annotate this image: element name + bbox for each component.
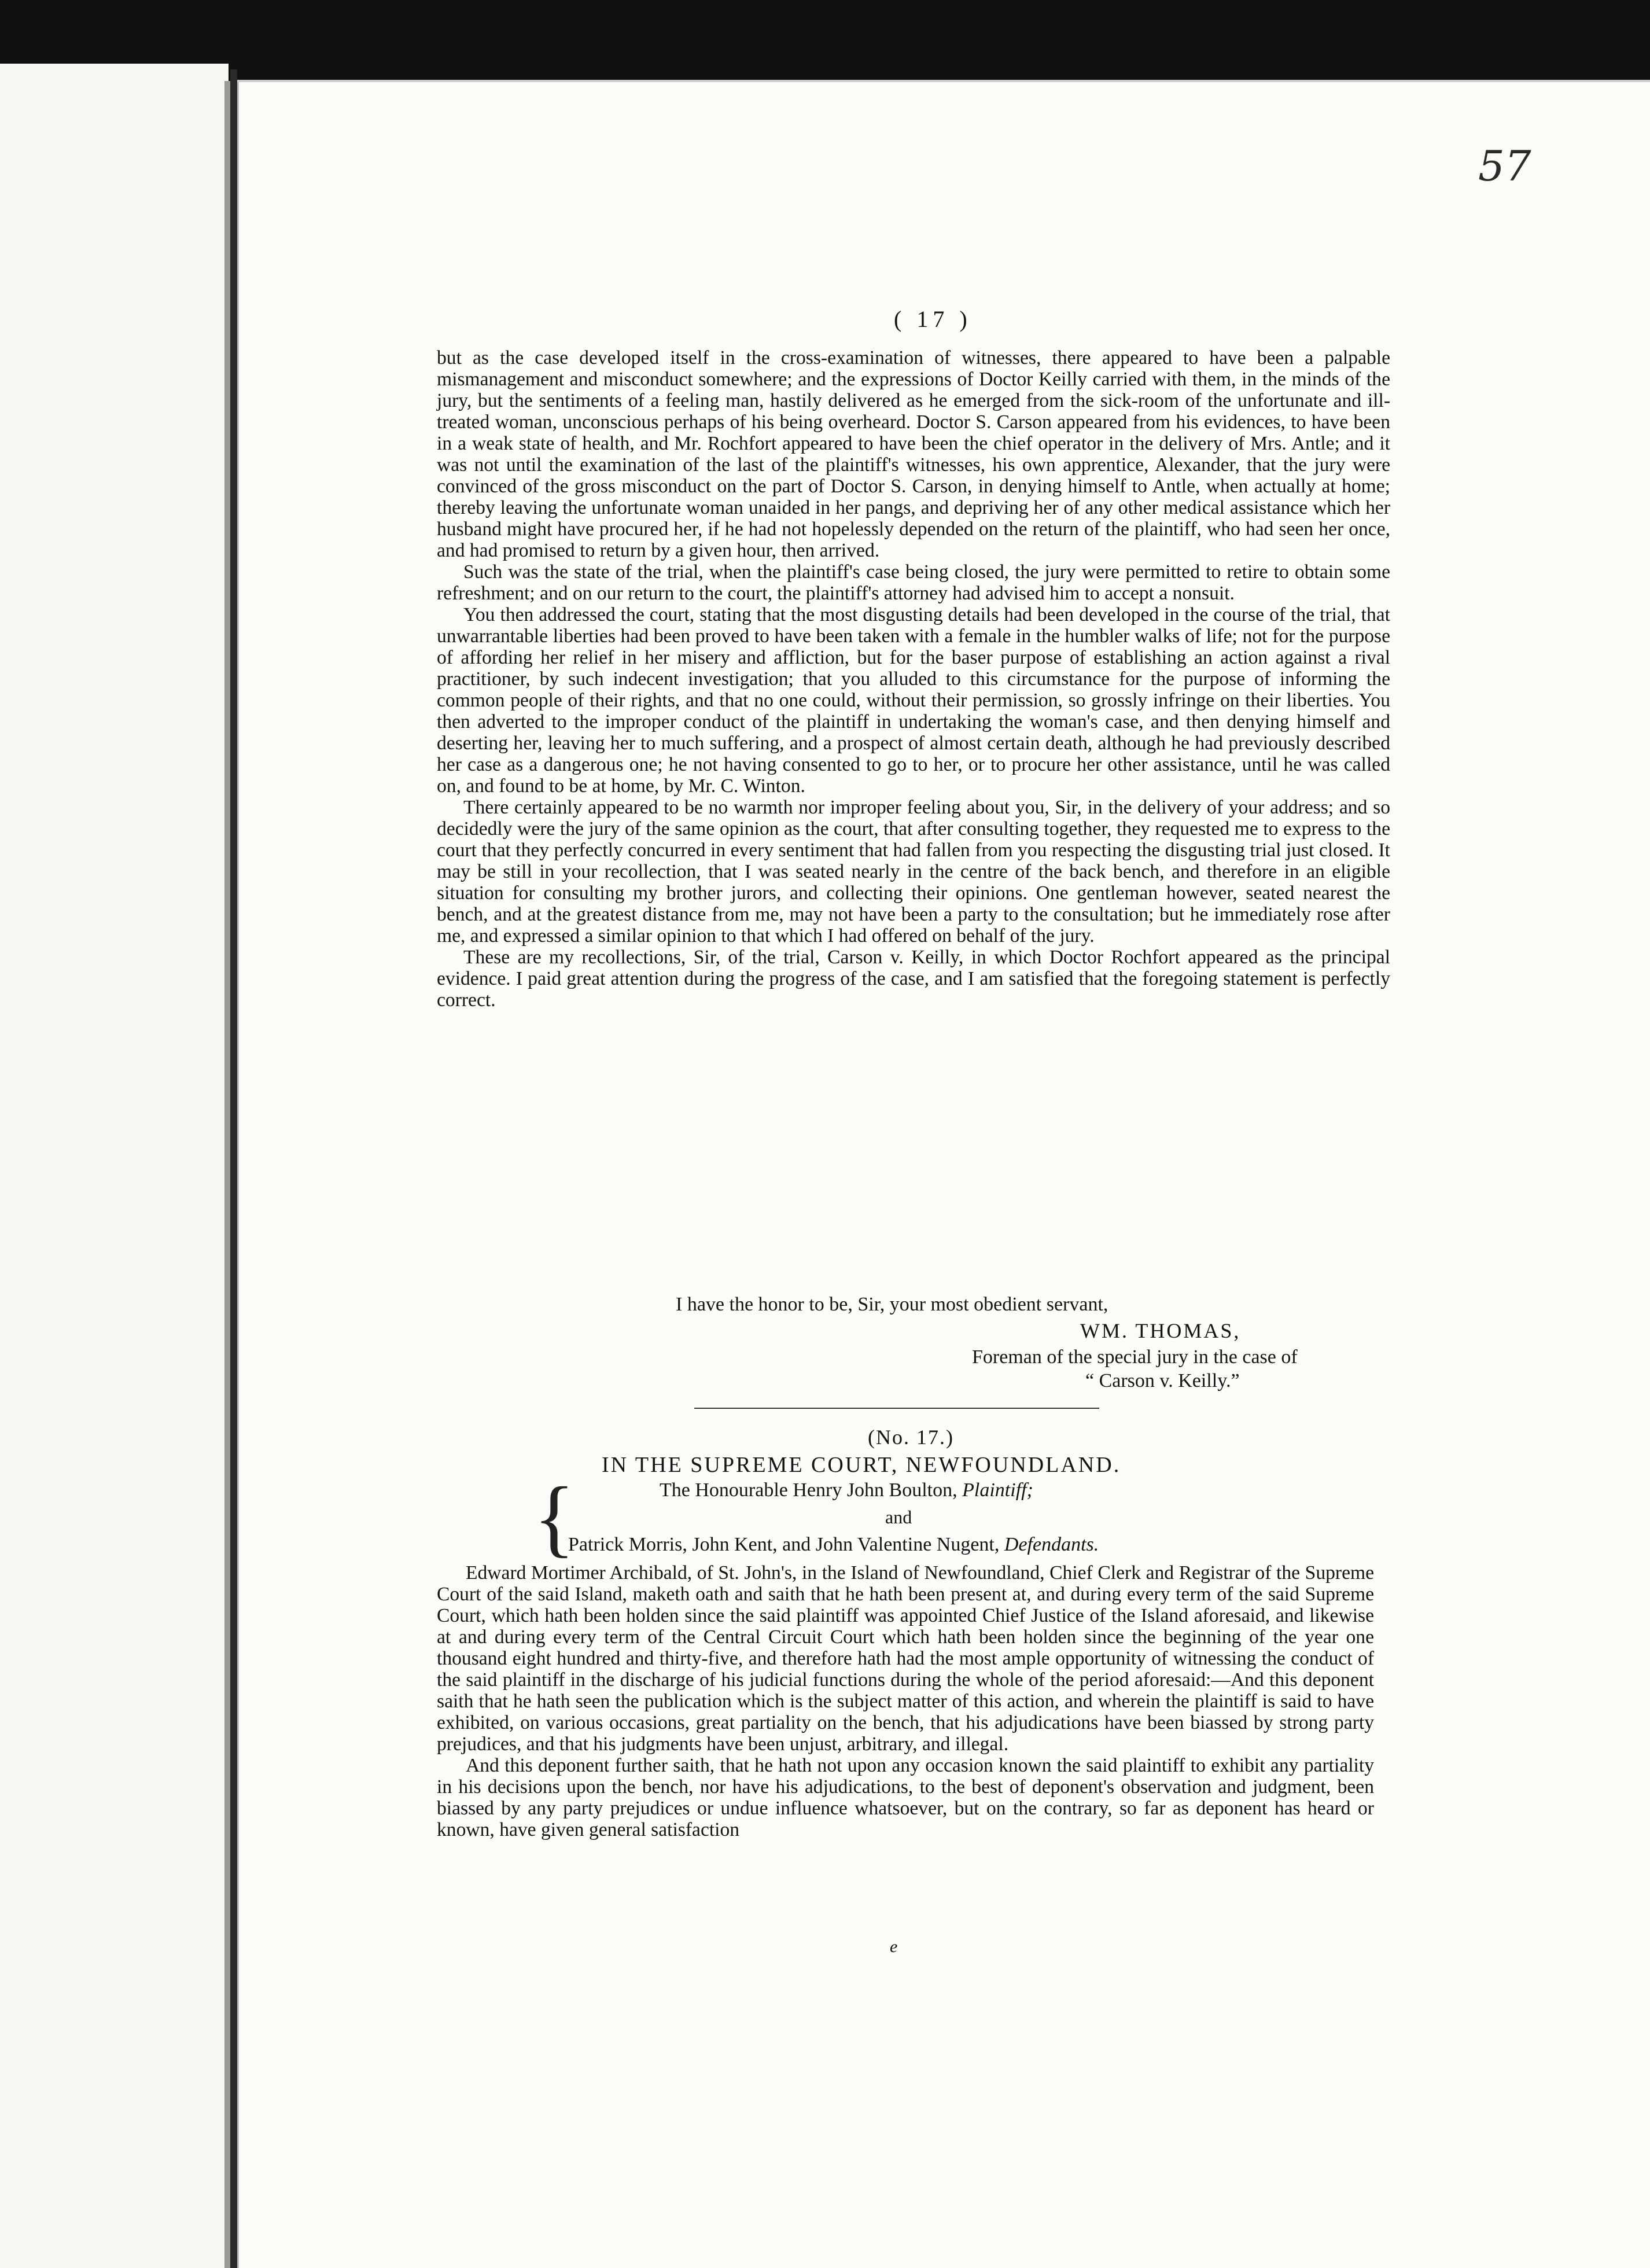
paragraph: These are my recollections, Sir, of the trial, Carson v. Keilly, in which Doctor Rochfort appeared as the principal evidence. I paid great attention during the progress of the case, and I am satisfied that the foregoing statement is perfectly correct. xyxy=(437,947,1390,1011)
signature-mark: e xyxy=(890,1937,898,1956)
adjacent-page-edge xyxy=(224,81,230,2268)
parties-conjunction: and xyxy=(885,1507,912,1527)
page-number: ( 17 ) xyxy=(894,306,972,332)
page-edge xyxy=(237,81,239,2268)
paragraph: but as the case developed itself in the cross-examination of witnesses, there appeared to have been a palpable mismanagement and misconduct somewhere; and the expressions of Doctor Keilly carried with them, in the minds of the jury, but the sentiments of a feeling man, hastily delivered as he emerged from the sick-room of the unfortunate and ill-treated woman, unconscious perhaps of his being overheard. Doctor S. Carson appeared from his evidences, to have been in a weak state of health, and Mr. Rochfort appeared to have been the chief operator in the delivery of Mrs. Antle; and it was not until the examination of the last of the plaintiff's witnesses, his own apprentice, Alexander, that the jury were convinced of the gross misconduct on the part of Doctor S. Carson, in denying himself to Antle, when actually at home; thereby leaving the unfortunate woman unaided in her pangs, and depriving her of any other medical assistance which her husband might have procured her, if he had not hopelessly depended on the return of the plaintiff, who had seen her once, and had promised to return by a given hour, then arrived. xyxy=(437,347,1390,561)
folio-number: 57 xyxy=(1478,142,1531,190)
letter-body xyxy=(437,347,1390,1011)
defendants-line xyxy=(568,1534,1099,1556)
court-heading: IN THE SUPREME COURT, NEWFOUNDLAND. xyxy=(602,1453,1121,1477)
signatory-case-name: “ Carson v. Keilly.” xyxy=(1085,1370,1240,1391)
paragraph: Edward Mortimer Archibald, of St. John's, in the Island of Newfoundland, Chief Clerk and Registrar of the Supreme Court of the said Island, maketh oath and saith that he hath been present at, and during every term of the said Supreme Court, which hath been holden since the said plaintiff was appointed Chief Justice of the Island aforesaid, and likewise at and during every term of the Central Circuit Court which hath been holden since the beginning of the year one thousand eight hundred and thirty-five, and therefore hath had the most ample opportunity of witnessing the conduct of the said plaintiff in the discharge of his judicial functions during the whole of the period aforesaid:—And this deponent saith that he hath seen the publication which is the subject matter of this action, and wherein the plaintiff is said to have exhibited, on various occasions, great partiality on the bench, that his adjudications have been biassed by strong party prejudices, and that his judgments have been unjust, arbitrary, and illegal. xyxy=(437,1562,1374,1755)
section-divider xyxy=(694,1408,1099,1409)
page-top-edge xyxy=(237,80,1650,82)
scan-background xyxy=(0,0,1650,87)
plaintiff-line xyxy=(660,1479,1033,1501)
signatory-name: WM. THOMAS, xyxy=(1080,1319,1241,1342)
signatory-title: Foreman of the special jury in the case of xyxy=(972,1346,1298,1368)
defendants-role: Defendants. xyxy=(1004,1534,1099,1555)
closing-salutation: I have the honor to be, Sir, your most obedient servant, xyxy=(676,1294,1108,1315)
paragraph: You then addressed the court, stating that the most disgusting details had been developed in the course of the trial, that unwarrantable liberties had been proved to have been taken with a female in the humbler walks of life; not for the purpose of affording her relief in her misery and affliction, but for the baser purpose of establishing an action against a rival practitioner, by such indecent investigation; that you alluded to this circumstance for the purpose of informing the common people of their rights, and that no one could, without their permission, so grossly infringe on their liberties. You then adverted to the improper conduct of the plaintiff in undertaking the woman's case, and then denying himself and deserting her, leaving her to much suffering, and a prospect of almost certain death, although he had previously described her case as a dangerous one; he not having consented to go to her, or to procure her other assistance, until he was called on, and found to be at home, by Mr. C. Winton. xyxy=(437,604,1390,797)
case-brace: { xyxy=(533,1470,575,1566)
paragraph: And this deponent further saith, that he hath not upon any occasion known the said plaintiff to exhibit any partiality in his decisions upon the bench, nor have his adjudications, to the best of deponent's observation and judgment, been biassed by any party prejudices or undue influence whatsoever, but on the contrary, so far as deponent has heard or known, have given general satisfaction xyxy=(437,1755,1374,1840)
plaintiff-role: Plaintiff; xyxy=(962,1479,1033,1501)
defendants-names: Patrick Morris, John Kent, and John Valentine Nugent, xyxy=(568,1534,1000,1555)
plaintiff-name: The Honourable Henry John Boulton, xyxy=(660,1479,957,1501)
affidavit-body xyxy=(437,1562,1374,1840)
paragraph: Such was the state of the trial, when the plaintiff's case being closed, the jury were permitted to retire to obtain some refreshment; and on our return to the court, the plaintiff's attorney had advised him to accept a nonsuit. xyxy=(437,561,1390,604)
paragraph: There certainly appeared to be no warmth nor improper feeling about you, Sir, in the delivery of your address; and so decidedly were the jury of the same opinion as the court, that after consulting together, they requested me to express to the court that they perfectly concurred in every sentiment that had fallen from you respecting the disgusting trial just closed. It may be still in your recollection, that I was seated nearly in the centre of the back bench, and therefore in an eligible situation for consulting my brother jurors, and collecting their opinions. One gentleman however, seated nearest the bench, and at the greatest distance from me, may not have been a party to the consultation; but he immediately rose after me, and expressed a similar opinion to that which I had offered on behalf of the jury. xyxy=(437,797,1390,947)
document-number: (No. 17.) xyxy=(868,1426,954,1449)
page-gutter xyxy=(230,69,237,2268)
adjacent-page xyxy=(0,64,229,2268)
